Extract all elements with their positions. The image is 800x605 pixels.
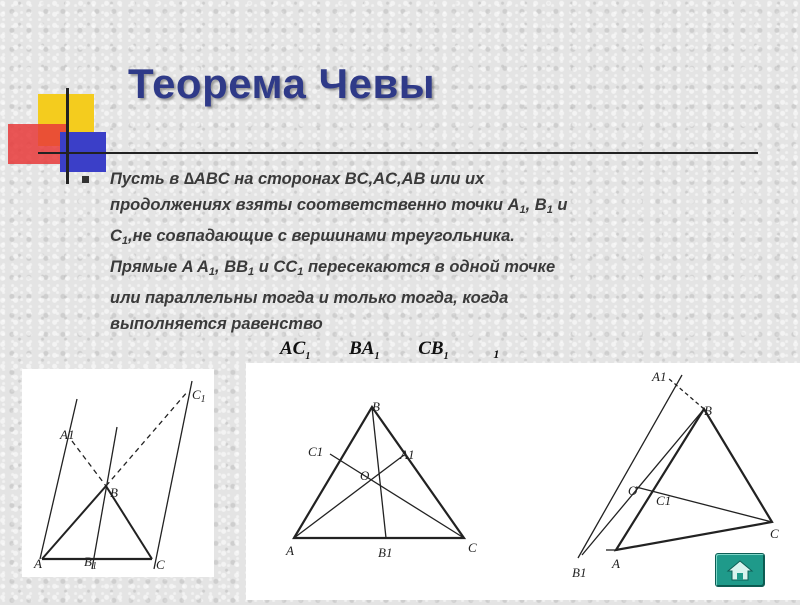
text-fragment: , BB [215,258,249,276]
formula-term-1 [280,338,311,362]
bullet-marker [82,176,89,183]
label-a-fig3: A [612,556,620,571]
formula-term-3 [418,338,449,362]
term-text: AC [280,338,306,359]
text-fragment: пересекаются в одной точке [303,258,556,276]
text-fragment: и [552,196,568,214]
statement-line-6: выполняется равенство [110,315,323,333]
statement-line-5: или параллельны тогда и только тогда, когда [110,289,509,307]
dashed-a1-b [72,441,106,486]
subscript: 1 [443,350,449,362]
label-a: A [34,556,42,571]
statement-line-4 [110,254,750,285]
label-c-fig3: C [770,526,779,541]
figure-parallel-case [22,369,214,577]
label-b1 [84,554,97,572]
line-bb1-fig2 [372,407,386,538]
line-b-b1-fig3 [582,409,704,555]
label-a1-fig3: A1 [652,369,667,384]
subscript: 1 [519,204,526,216]
label-b-fig3: B [704,403,712,418]
home-icon [716,554,764,586]
red-square [8,124,66,164]
label-a-fig2: A [286,543,294,558]
label-c1-letter: C [192,387,201,402]
horizontal-line [38,152,758,154]
text-fragment: ,не совпадающие с вершинами треугольника. [128,227,515,245]
subscript: 1 [374,350,380,362]
label-c1-sub: 1 [200,394,206,405]
text-fragment: , B [525,196,547,214]
subscript: 1 [297,266,304,278]
label-b-fig2: B [372,399,380,414]
subscript: 1 [546,204,553,216]
label-c-fig2: C [468,540,477,555]
label-b1-letter: B [84,554,92,569]
dashed-b-a1 [668,378,704,409]
label-b1-fig2: B1 [378,545,393,560]
label-c1 [192,387,206,405]
label-a1: A1 [60,427,75,442]
line-a-a1-fig3 [578,375,682,558]
text-fragment: Прямые A A [110,258,209,276]
formula-tail: 1 [493,347,500,361]
label-b1-fig3: B1 [572,565,587,580]
subscript: 1 [305,350,311,362]
label-c1-fig2: C1 [308,444,324,459]
formula-term-2 [349,338,380,362]
theorem-statement [110,166,750,337]
label-o-fig3: O [628,483,638,498]
ceva-formula [280,338,533,362]
subscript: 1 [208,266,216,278]
text-fragment: C [110,227,122,245]
label-b1-sub: 1 [91,561,97,572]
dashed-b-c1 [106,391,188,486]
label-a1-fig2: A1 [400,447,415,462]
home-button[interactable] [715,553,765,587]
text-fragment: и CC [254,258,298,276]
label-c: C [156,557,165,572]
label-o-fig2: O [360,468,370,483]
triangle-abc-exterior [616,409,772,550]
statement-line-2 [110,192,750,223]
statement-line-1: Пусть в ∆ABC на сторонах BC,AC,AB или их [110,170,485,188]
subscript: 1 [248,266,255,278]
term-text: BA [349,338,375,359]
line-aa1 [40,399,77,559]
subscript: 1 [121,235,129,247]
figure-1-diagram [22,369,214,577]
line-aa1-fig2 [294,455,404,538]
slide-logo [8,88,118,188]
label-b: B [110,485,118,500]
label-c1-fig3: C1 [656,493,672,508]
statement-line-3 [110,223,750,254]
slide-title: Теорема Чевы [128,60,436,107]
term-text: CB [418,338,444,359]
text-fragment: продолжениях взяты соответственно точки A [110,196,520,214]
vertical-line [66,88,69,184]
side-ab [42,486,106,559]
